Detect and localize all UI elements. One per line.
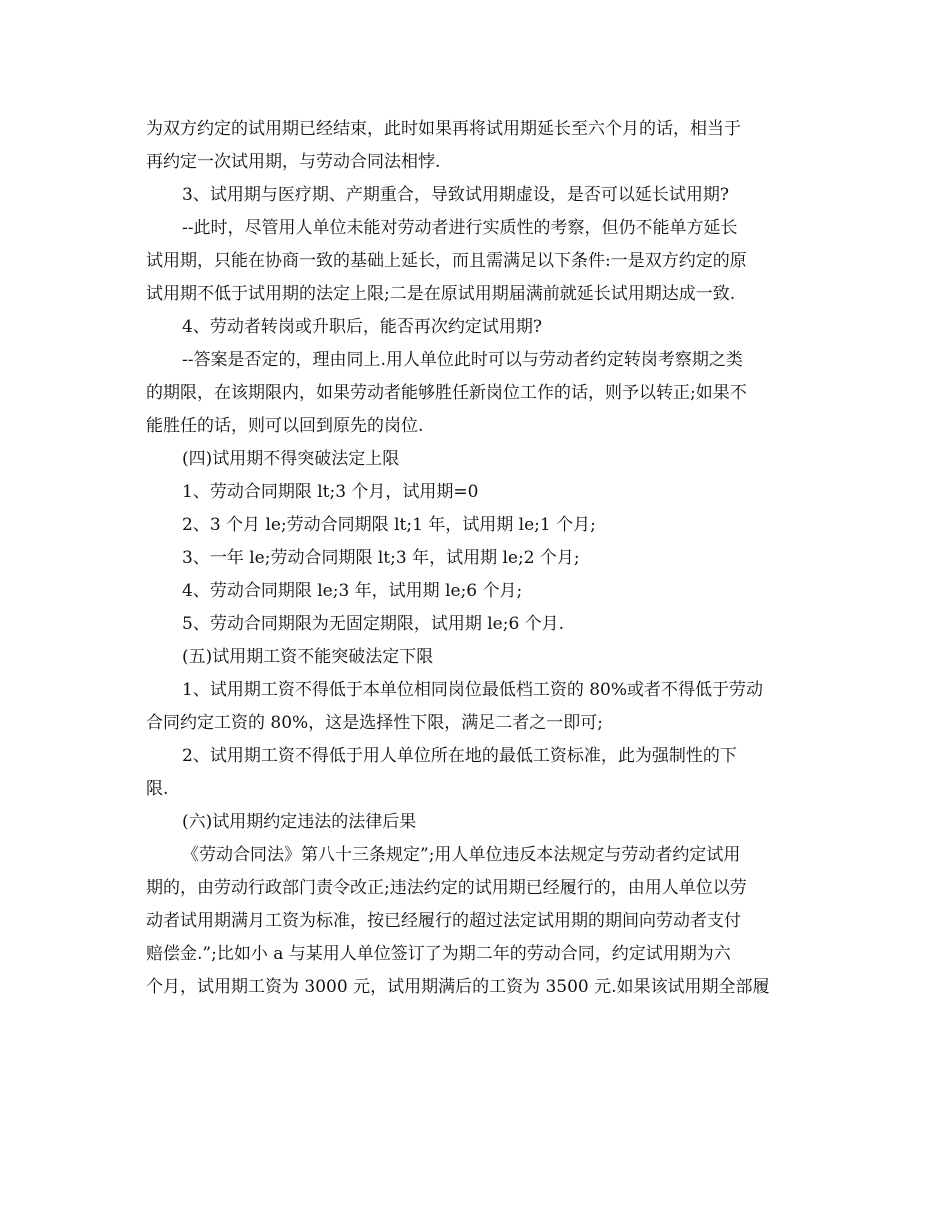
text-line: 赔偿金.”;比如小 a 与某用人单位签订了为期二年的劳动合同，约定试用期为六 — [146, 944, 731, 964]
document-body — [146, 113, 816, 1004]
text-line: 的期限，在该期限内，如果劳动者能够胜任新岗位工作的话，则予以转正;如果不 — [146, 383, 747, 403]
text-line: 合同约定工资的 80%，这是选择性下限，满足二者之一即可; — [146, 713, 603, 733]
text-line: (四)试用期不得突破法定上限 — [182, 449, 400, 469]
text-line: 动者试用期满月工资为标准，按已经履行的超过法定试用期的期间向劳动者支付 — [146, 911, 741, 931]
text-line: 2、3 个月 le;劳动合同期限 lt;1 年，试用期 le;1 个月; — [182, 515, 596, 535]
text-line: 能胜任的话，则可以回到原先的岗位. — [146, 416, 424, 436]
text-line: 1、劳动合同期限 lt;3 个月，试用期=0 — [182, 482, 479, 502]
text-line: 试用期不低于试用期的法定上限;二是在原试用期届满前就延长试用期达成一致. — [146, 284, 736, 304]
text-line: 个月，试用期工资为 3000 元，试用期满后的工资为 3500 元.如果该试用期全部履 — [146, 977, 770, 997]
text-line: 试用期，只能在协商一致的基础上延长，而且需满足以下条件:一是双方约定的原 — [146, 251, 747, 271]
text-line: (五)试用期工资不能突破法定下限 — [182, 647, 434, 667]
text-line: 1、试用期工资不得低于本单位相同岗位最低档工资的 80%或者不得低于劳动 — [182, 680, 764, 700]
text-line: 4、劳动合同期限 le;3 年，试用期 le;6 个月; — [182, 581, 523, 601]
text-line: 3、试用期与医疗期、产期重合，导致试用期虚设，是否可以延长试用期? — [182, 185, 729, 205]
text-line: 限. — [146, 779, 169, 799]
text-line: 5、劳动合同期限为无固定期限，试用期 le;6 个月. — [182, 614, 565, 634]
text-line: (六)试用期约定违法的法律后果 — [182, 812, 417, 832]
text-line: 2、试用期工资不得低于用人单位所在地的最低工资标准，此为强制性的下 — [182, 746, 737, 766]
text-line: 《劳动合同法》第八十三条规定”;用人单位违反本法规定与劳动者约定试用 — [182, 845, 741, 865]
text-line: 4、劳动者转岗或升职后，能否再次约定试用期? — [182, 317, 542, 337]
text-line: --答案是否定的，理由同上.用人单位此时可以与劳动者约定转岗考察期之类 — [182, 350, 743, 370]
text-line: 3、一年 le;劳动合同期限 lt;3 年，试用期 le;2 个月; — [182, 548, 580, 568]
text-line: 再约定一次试用期，与劳动合同法相悖. — [146, 152, 441, 172]
text-line: 期的，由劳动行政部门责令改正;违法约定的试用期已经履行的，由用人单位以劳 — [146, 878, 747, 898]
text-line: 为双方约定的试用期已经结束，此时如果再将试用期延长至六个月的话，相当于 — [146, 119, 741, 139]
text-line: --此时，尽管用人单位未能对劳动者进行实质性的考察，但仍不能单方延长 — [182, 218, 738, 238]
